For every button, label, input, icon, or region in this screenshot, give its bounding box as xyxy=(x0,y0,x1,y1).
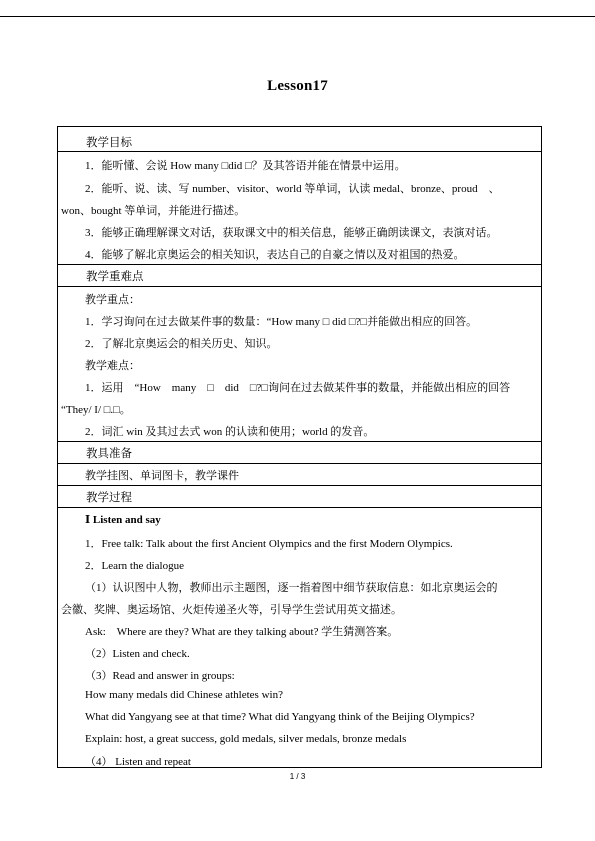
objectives-line: won、bought 等单词，并能进行描述。 xyxy=(61,205,246,217)
process-line: （1）认识图中人物，教师出示主题图，逐一指着图中细节获取信息：如北京奥运会的 xyxy=(85,582,498,594)
key-points-line: 2．词汇 win 及其过去式 won 的认读和使用；world 的发音。 xyxy=(85,426,375,438)
objectives-row-divider xyxy=(58,151,541,152)
key-points-row-divider xyxy=(58,286,541,287)
key-points-line: 1．运用 “How many □ did □?□询问在过去做某件事的数量，并能做出相应的回答 xyxy=(85,382,511,394)
page-number: 1 / 3 xyxy=(289,772,306,781)
process-line: （3）Read and answer in groups: xyxy=(85,670,235,682)
process-subheading: Ⅰ Listen and say xyxy=(85,514,161,526)
key-points-divider xyxy=(58,264,541,265)
key-points-line: 1．学习询问在过去做某件事的数量：“How many □ did □?□并能做出相应的回答。 xyxy=(85,316,478,328)
materials-row-divider xyxy=(58,463,541,464)
objectives-line: 3．能够正确理解课文对话，获取课文中的相关信息，能够正确朗读课文，表演对话。 xyxy=(85,227,498,239)
process-divider xyxy=(58,485,541,486)
key-points-heading: 教学重难点 xyxy=(86,271,144,283)
key-points-line: 2．了解北京奥运会的相关历史、知识。 xyxy=(85,338,278,350)
lesson-plan-table xyxy=(57,126,542,768)
process-line: （4） Listen and repeat xyxy=(85,756,191,768)
objectives-line: 1．能听懂、会说 How many □did □？及其答语并能在情景中运用。 xyxy=(85,160,406,172)
objectives-line: 2．能听、说、读、写 number、visitor、world 等单词，认读 medal、bronze、proud 、 xyxy=(85,183,500,195)
process-line: 2．Learn the dialogue xyxy=(85,560,184,572)
process-line: Explain: host, a great success, gold medals, silver medals, bronze medals xyxy=(85,733,407,745)
process-line: （2）Listen and check. xyxy=(85,648,190,660)
key-points-line: “They/ I/ □.□。 xyxy=(61,404,131,416)
objectives-heading: 教学目标 xyxy=(86,137,132,149)
header-rule xyxy=(0,16,595,17)
materials-line: 教学挂图、单词图卡，教学课件 xyxy=(85,470,239,482)
process-row-divider xyxy=(58,507,541,508)
process-line: Ask: Where are they? What are they talking about? 学生猜测答案。 xyxy=(85,626,399,638)
key-points-line: 教学重点： xyxy=(85,294,140,306)
process-line: 1．Free talk: Talk about the first Ancient Olympics and the first Modern Olympics. xyxy=(85,538,453,550)
materials-divider xyxy=(58,441,541,442)
materials-heading: 教具准备 xyxy=(86,448,132,460)
process-heading: 教学过程 xyxy=(86,492,132,504)
process-line: What did Yangyang see at that time? What did Yangyang think of the Beijing Olympics? xyxy=(85,711,475,723)
process-line: How many medals did Chinese athletes win? xyxy=(85,689,283,701)
key-points-line: 教学难点： xyxy=(85,360,140,372)
page-title: Lesson17 xyxy=(267,78,328,94)
process-line: 会徽、奖牌、奥运场馆、火炬传递圣火等，引导学生尝试用英文描述。 xyxy=(61,604,402,616)
objectives-line: 4．能够了解北京奥运会的相关知识，表达自己的自豪之情以及对祖国的热爱。 xyxy=(85,249,465,261)
